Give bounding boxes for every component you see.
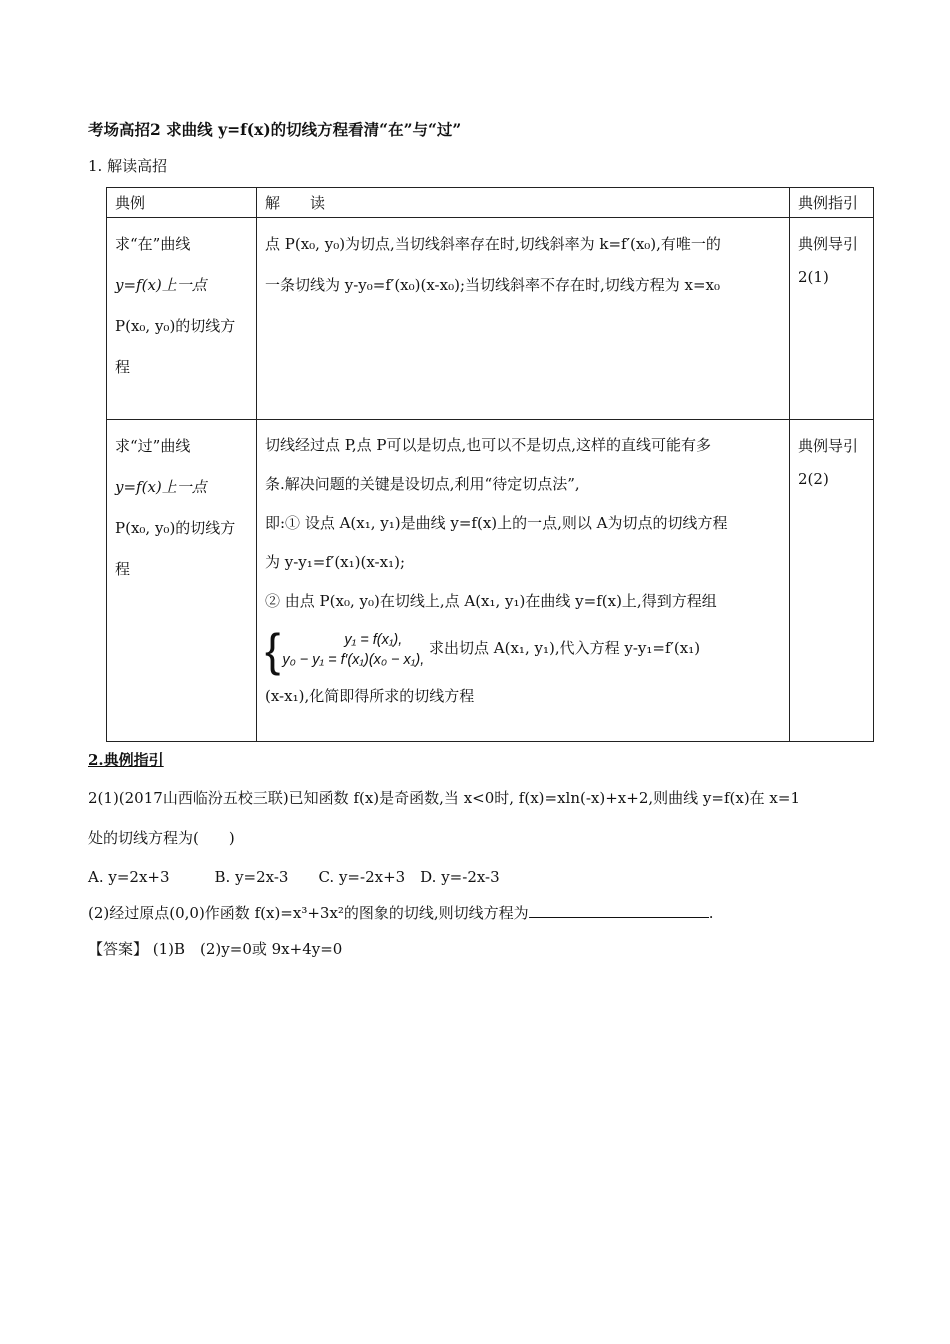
- header-explanation: 解 读: [257, 188, 790, 218]
- equation-1: y₁ = f(x₁),: [344, 632, 403, 648]
- guide-ref: 2(1): [798, 268, 829, 286]
- explanation-cell: [257, 218, 790, 420]
- guide-cell: [790, 218, 874, 420]
- interpretation-table: [106, 187, 874, 742]
- guide-ref: 2(2): [798, 470, 829, 488]
- explanation-line: 点 P(x₀, y₀)为切点,当切线斜率存在时,切线斜率为 k=f′(x₀),有唯一的: [265, 235, 721, 253]
- case-line: 求“过”曲线: [115, 437, 191, 455]
- case-line: P(x₀, y₀)的切线方: [115, 317, 236, 335]
- section-title: 考场高招2 求曲线 y=f(x)的切线方程看清“在”与“过”: [88, 120, 462, 139]
- case-line: 求“在”曲线: [115, 235, 191, 253]
- equation-system: [265, 624, 425, 676]
- question-2: [88, 902, 713, 923]
- question-1-options: A. y=2x+3 B. y=2x-3 C. y=-2x+3 D. y=-2x-3: [88, 868, 500, 886]
- header-guide: 典例指引: [790, 188, 874, 218]
- explanation-line: 即:① 设点 A(x₁, y₁)是曲线 y=f(x)上的一点,则以 A为切点的切线方程: [265, 514, 728, 532]
- question-1-line-1: 2(1)(2017山西临汾五校三联)已知函数 f(x)是奇函数,当 x<0时, f(x)=xln(-x)+x+2,则曲线 y=f(x)在 x=1: [88, 789, 801, 807]
- case-line: 程: [115, 560, 131, 578]
- guide-cell: [790, 420, 874, 742]
- table-row: [107, 218, 874, 420]
- equation-stack: [282, 630, 424, 670]
- case-line: y=f(x)上一点: [115, 276, 207, 294]
- equation-2: y₀ − y₁ = f′(x₁)(x₀ − x₁),: [282, 652, 425, 668]
- explanation-line: 切线经过点 P,点 P可以是切点,也可以不是切点,这样的直线可能有多: [265, 436, 711, 454]
- case-line: y=f(x)上一点: [115, 478, 207, 496]
- case-cell: [107, 420, 257, 742]
- case-cell: [107, 218, 257, 420]
- guide-label: 典例导引: [798, 437, 859, 455]
- question-1-line-2: 处的切线方程为( ): [88, 829, 235, 847]
- guide-label: 典例导引: [798, 235, 859, 253]
- table-header-row: [107, 188, 874, 218]
- after-system-text: 求出切点 A(x₁, y₁),代入方程 y-y₁=f′(x₁): [429, 639, 701, 657]
- explanation-line: 条.解决问题的关键是设切点,利用“待定切点法”,: [265, 475, 580, 493]
- explanation-line: 为 y-y₁=f′(x₁)(x-x₁);: [265, 553, 405, 571]
- section-2-heading: 2.典例指引: [88, 751, 164, 769]
- case-line: P(x₀, y₀)的切线方: [115, 519, 236, 537]
- question-2-suffix: .: [708, 904, 714, 922]
- header-case: 典例: [107, 188, 257, 218]
- answer-blank: [529, 903, 709, 918]
- explanation-line: (x-x₁),化简即得所求的切线方程: [265, 687, 475, 705]
- explanation-line: ② 由点 P(x₀, y₀)在切线上,点 A(x₁, y₁)在曲线 y=f(x)上,得到方程组: [265, 592, 717, 610]
- answer-line: 【答案】 (1)B (2)y=0或 9x+4y=0: [88, 940, 343, 958]
- case-line: 程: [115, 358, 131, 376]
- table-row: [107, 420, 874, 742]
- section-1-heading: 1. 解读高招: [88, 157, 168, 175]
- explanation-cell: [257, 420, 790, 742]
- brace-symbol: {: [265, 624, 281, 676]
- question-2-text: (2)经过原点(0,0)作函数 f(x)=x³+3x²的图象的切线,则切线方程为: [88, 904, 529, 922]
- system-line: [265, 621, 781, 677]
- explanation-line: 一条切线为 y-y₀=f′(x₀)(x-x₀);当切线斜率不存在时,切线方程为 x=x₀: [265, 276, 721, 294]
